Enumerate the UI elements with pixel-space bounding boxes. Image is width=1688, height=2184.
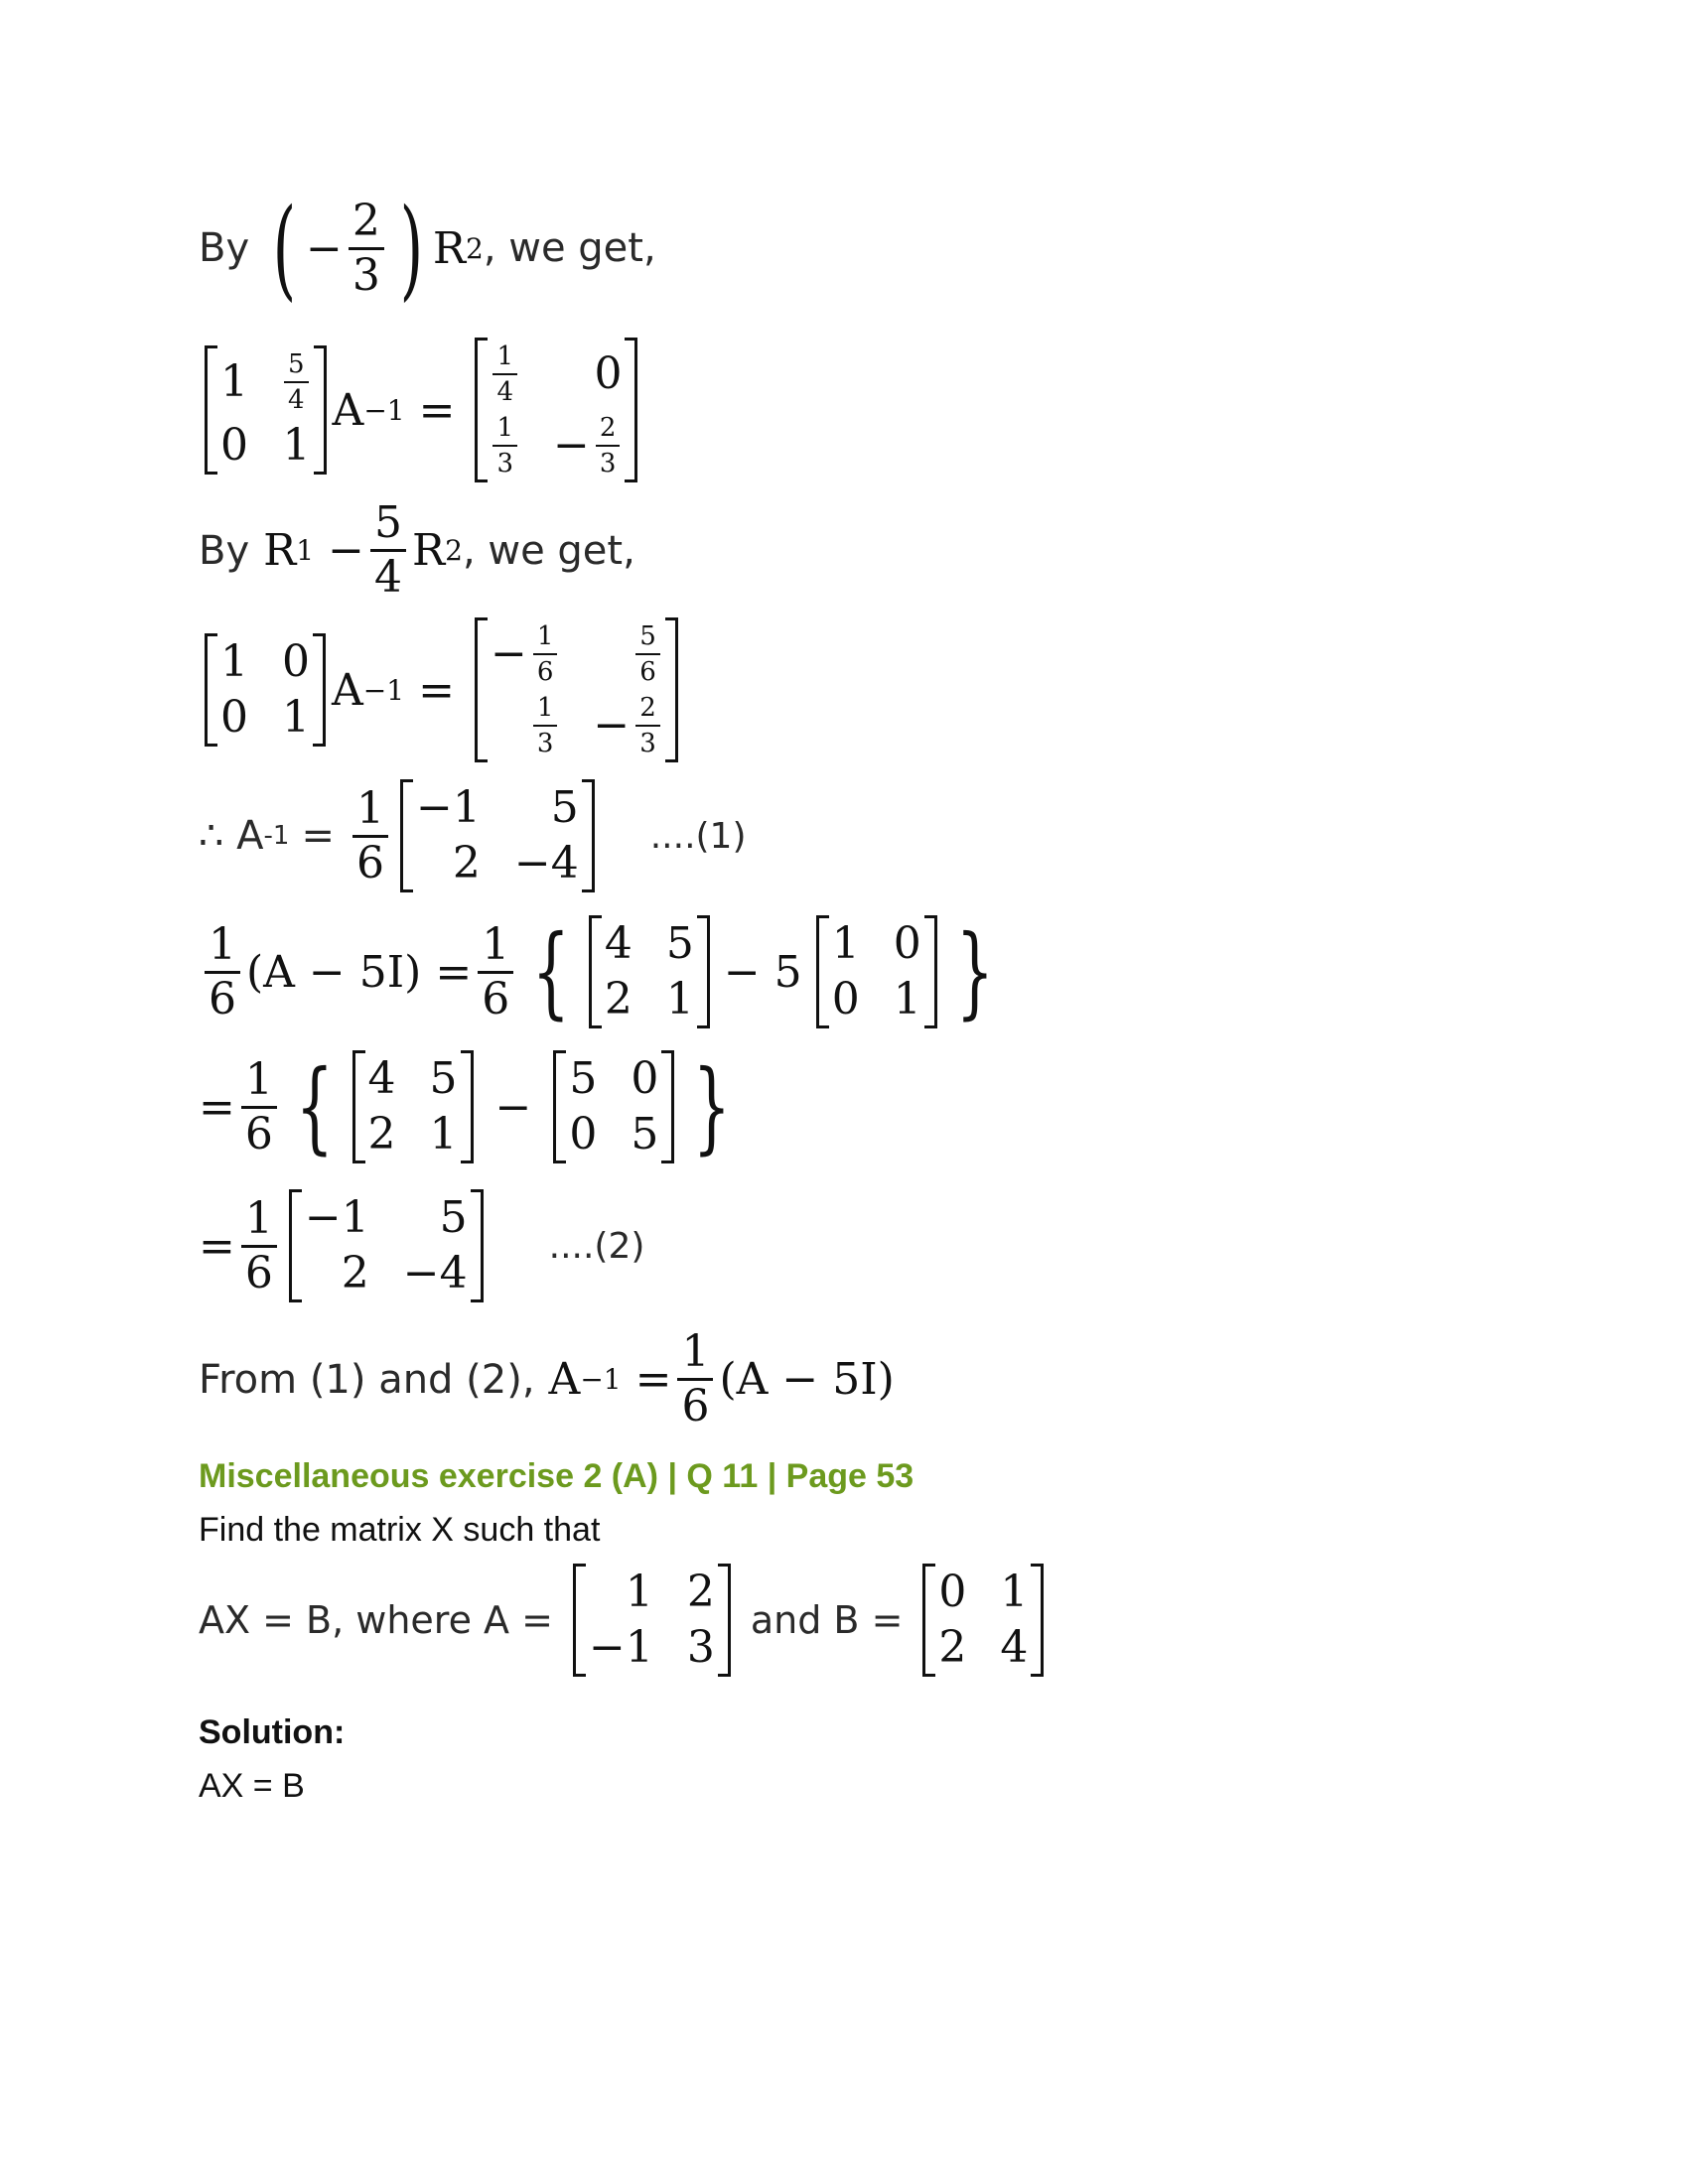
matrix-cell: −1 — [415, 782, 481, 833]
matrix-cell: 4 — [604, 918, 633, 969]
eq1-lhs-matrix — [205, 345, 327, 475]
step2-sub1: 1 — [296, 534, 315, 567]
matrix-cell: 0 — [594, 347, 623, 399]
eq3-ref: ....(1) — [649, 815, 747, 857]
eq5-fraction — [241, 1053, 277, 1160]
step2-line — [199, 497, 635, 603]
step2-R2: R — [411, 525, 446, 576]
matrix-cell: 2 — [452, 838, 481, 889]
question-mid: and B = — [750, 1598, 904, 1643]
conclusion-equals: = — [634, 1354, 672, 1405]
matrix-cell — [491, 695, 559, 756]
eq3-den: 6 — [352, 835, 388, 886]
cell-fraction: $\frac{5}{4}$ — [284, 351, 309, 413]
matrix-cell: 0 — [220, 692, 248, 743]
matrix-cell — [491, 415, 519, 477]
eq3-matrix — [400, 779, 595, 892]
matrix-cell: 2 — [367, 1109, 396, 1160]
step1-sub: 2 — [465, 231, 484, 265]
step2-minus: − — [328, 525, 364, 576]
step1-R: R — [432, 222, 466, 274]
matrix-B — [922, 1564, 1044, 1677]
eq4-line — [199, 915, 1006, 1028]
matrix-cell: 1 — [220, 355, 248, 407]
step1-fraction — [349, 195, 384, 301]
matrix-cell: 2 — [686, 1567, 715, 1617]
matrix-cell: 0 — [220, 419, 248, 471]
exercise-heading: Miscellaneous exercise 2 (A) | Q 11 | Page 53 — [199, 1457, 914, 1495]
eq3-inv: -1 — [263, 821, 290, 852]
matrix-cell: 2 — [604, 974, 633, 1025]
conclusion-A: A — [548, 1354, 581, 1405]
eq6-ref: ....(2) — [548, 1225, 645, 1267]
matrix-cell: − $\frac{2}{3}$ — [553, 415, 622, 477]
matrix-cell: 4 — [367, 1053, 396, 1104]
matrix-cell: 0 — [569, 1109, 598, 1160]
eq4-num2: 1 — [482, 918, 510, 970]
eq5-matrix-2 — [553, 1050, 674, 1163]
matrix-cell: 1 — [282, 419, 311, 471]
matrix-cell — [282, 348, 311, 415]
eq4-den: 6 — [205, 971, 240, 1022]
matrix-cell: 0 — [938, 1567, 967, 1617]
matrix-cell: 1 — [1000, 1567, 1029, 1617]
cell-fraction: $\frac{1}{3}$ — [492, 415, 517, 477]
eq4-equals: = — [435, 946, 473, 998]
conclusion-line — [199, 1326, 895, 1432]
eq2-equals: = — [418, 664, 455, 716]
matrix-cell: 1 — [893, 974, 921, 1025]
step1-den: 3 — [349, 247, 384, 298]
eq4-matrix-1 — [589, 915, 710, 1028]
eq3-num: 1 — [355, 782, 384, 834]
matrix-cell: 5 — [439, 1192, 468, 1243]
matrix-cell: 0 — [631, 1053, 659, 1104]
step2-den: 4 — [370, 549, 406, 600]
eq5-den: 6 — [241, 1106, 277, 1157]
step2-R1: R — [263, 525, 297, 576]
matrix-cell: 0 — [831, 974, 860, 1025]
eq4-expr: (A − 5I) — [246, 946, 422, 998]
eq5-minus: − — [494, 1081, 532, 1133]
eq5-matrix-1 — [352, 1050, 474, 1163]
step2-num: 5 — [373, 497, 402, 548]
eq6-line — [199, 1189, 644, 1302]
step1-line — [199, 185, 656, 312]
matrix-cell: 4 — [1000, 1622, 1029, 1674]
question-equation — [199, 1564, 1050, 1677]
matrix-cell: −4 — [402, 1248, 468, 1299]
eq4-close-brace: } — [955, 913, 994, 1030]
eq2-rhs-matrix — [475, 617, 678, 762]
eq6-fraction — [241, 1192, 277, 1298]
matrix-cell: 1 — [220, 635, 248, 687]
eq2-line — [199, 617, 684, 762]
cell-fraction: $\frac{1}{4}$ — [492, 343, 517, 405]
solution-line: AX = B — [199, 1767, 305, 1805]
step2-tail: , we get, — [462, 527, 635, 574]
matrix-cell — [491, 343, 519, 405]
eq1-equals: = — [418, 384, 456, 436]
eq5-close-brace: } — [693, 1048, 732, 1165]
cell-fraction: $\frac{2}{3}$ — [596, 415, 621, 477]
eq3-therefore: ∴ A — [199, 813, 264, 860]
matrix-cell — [593, 623, 661, 685]
matrix-cell: 1 — [429, 1109, 458, 1160]
matrix-cell: 2 — [341, 1248, 369, 1299]
matrix-cell: 0 — [282, 635, 310, 687]
eq5-open-brace: { — [295, 1048, 334, 1165]
cell-fraction: $\frac{2}{3}$ — [635, 695, 660, 756]
eq4-matrix-2 — [816, 915, 937, 1028]
eq2-lhs-matrix — [205, 633, 326, 747]
conclusion-num: 1 — [681, 1326, 710, 1377]
matrix-cell: 5 — [550, 782, 579, 833]
eq4-fraction-right — [478, 918, 513, 1024]
step1-minus: − — [306, 222, 343, 274]
eq4-den2: 6 — [478, 971, 513, 1022]
matrix-A — [573, 1564, 731, 1677]
cell-fraction: $\frac{1}{6}$ — [533, 623, 558, 685]
eq6-den: 6 — [241, 1245, 277, 1296]
step2-sub2: 2 — [445, 534, 463, 567]
matrix-cell: 2 — [938, 1622, 967, 1674]
eq6-num: 1 — [244, 1192, 273, 1244]
eq5-num: 1 — [244, 1053, 273, 1105]
matrix-cell: − $\frac{1}{6}$ — [491, 623, 559, 685]
right-paren: ) — [399, 185, 424, 312]
step2-by: By — [199, 527, 250, 574]
matrix-cell: 1 — [831, 918, 860, 969]
conclusion-den: 6 — [677, 1378, 713, 1429]
step1-num: 2 — [352, 195, 380, 246]
eq3-equals: = — [301, 813, 335, 860]
conclusion-expr: (A − 5I) — [719, 1354, 895, 1405]
left-paren: ( — [272, 185, 297, 312]
step2-fraction — [370, 497, 406, 603]
matrix-cell: 1 — [282, 692, 310, 743]
step1-tail: , we get, — [483, 225, 656, 271]
eq6-equals: = — [199, 1220, 235, 1272]
conclusion-inv: −1 — [580, 1363, 622, 1396]
question-prefix: AX = B, where A = — [199, 1598, 553, 1643]
conclusion-text: From (1) and (2), — [199, 1356, 535, 1403]
matrix-cell: 5 — [429, 1053, 458, 1104]
matrix-cell: 5 — [631, 1109, 659, 1160]
matrix-cell: 5 — [569, 1053, 598, 1104]
eq4-minus: − 5 — [723, 946, 802, 998]
conclusion-fraction — [677, 1326, 713, 1432]
matrix-cell: 0 — [893, 918, 921, 969]
matrix-cell: 1 — [665, 974, 694, 1025]
eq3-line — [199, 779, 747, 892]
matrix-cell: −1 — [588, 1622, 653, 1674]
eq3-fraction — [352, 782, 388, 888]
matrix-cell: −4 — [513, 838, 579, 889]
eq4-fraction-left — [205, 918, 240, 1024]
solution-label: Solution: — [199, 1713, 346, 1751]
matrix-cell: 5 — [665, 918, 694, 969]
eq1-line — [199, 338, 643, 482]
step1-by: By — [199, 225, 250, 271]
eq5-equals: = — [199, 1081, 235, 1133]
eq2-inv: −1 — [362, 673, 405, 707]
matrix-cell: − $\frac{2}{3}$ — [593, 695, 661, 756]
eq4-open-brace: { — [531, 913, 571, 1030]
matrix-cell: 3 — [686, 1622, 715, 1674]
eq1-A: A — [332, 384, 364, 436]
eq6-matrix — [289, 1189, 484, 1302]
eq1-inv: −1 — [363, 393, 405, 427]
question-line: Find the matrix X such that — [199, 1511, 601, 1549]
cell-fraction: $\frac{1}{3}$ — [533, 695, 558, 756]
matrix-cell: −1 — [304, 1192, 369, 1243]
eq2-A: A — [332, 664, 363, 716]
cell-fraction: $\frac{5}{6}$ — [635, 623, 660, 685]
eq1-rhs-matrix — [475, 338, 637, 482]
eq4-num: 1 — [209, 918, 236, 970]
matrix-cell: 1 — [625, 1567, 653, 1617]
eq5-line — [199, 1050, 744, 1163]
